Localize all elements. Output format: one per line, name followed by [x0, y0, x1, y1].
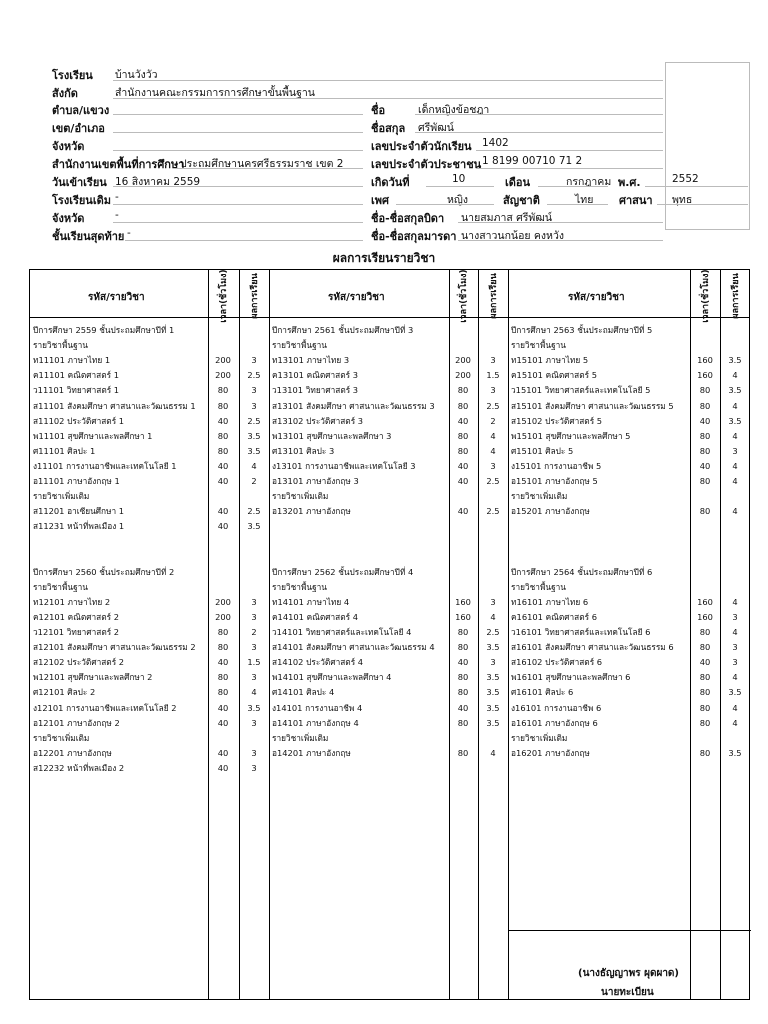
grade-cell: 3.5: [486, 687, 500, 698]
surname-value: ศรีพัฒน์: [418, 122, 454, 134]
grade-cell: 1.5: [247, 657, 261, 668]
time-header-1: เวลา(ชั่วโมง): [219, 269, 229, 323]
subject-cell: พ14101 สุขศึกษาและพลศึกษา 4: [272, 672, 392, 683]
grade-cell: 3: [732, 642, 738, 653]
grade-cell: 3.5: [728, 355, 742, 366]
subject-cell: ง15101 การงานอาชีพ 5: [511, 460, 602, 471]
subject-cell: รายวิชาพื้นฐาน: [511, 340, 566, 351]
grade-cell: 2.5: [247, 415, 261, 426]
hours-cell: 80: [457, 430, 469, 441]
surname-label: ชื่อสกุล: [371, 122, 406, 135]
subject-cell: รายวิชาเพิ่มเติม: [33, 491, 90, 502]
subdistrict-label: ตำบล/แขวง: [52, 104, 110, 117]
subject-cell: ว13101 วิทยาศาสตร์ 3: [272, 385, 359, 396]
grade-cell: 1.5: [486, 370, 500, 381]
subject-cell: อ12101 ภาษาอังกฤษ 2: [33, 717, 120, 728]
hours-cell: 80: [217, 445, 229, 456]
hours-cell: 80: [699, 672, 711, 683]
grade-header-3: ผลการเรียน: [731, 273, 741, 319]
subject-cell: อ12201 ภาษาอังกฤษ: [33, 747, 112, 758]
province-label: จังหวัด: [52, 140, 85, 153]
grade-cell: 3.5: [728, 687, 742, 698]
hours-cell: 40: [217, 657, 229, 668]
subject-cell: รายวิชาพื้นฐาน: [511, 581, 566, 592]
subject-cell: รายวิชาเพิ่มเติม: [511, 491, 568, 502]
hours-cell: 80: [699, 702, 711, 713]
subject-cell: ปีการศึกษา 2560 ชั้นประถมศึกษาปีที่ 2: [33, 566, 175, 577]
hours-cell: 40: [217, 476, 229, 486]
subject-cell: อ14101 ภาษาอังกฤษ 4: [272, 717, 359, 728]
grade-cell: 4: [490, 747, 496, 758]
grade-cell: 4: [732, 702, 738, 713]
hours-cell: 80: [217, 627, 229, 637]
subject-cell: พ16101 สุขศึกษาและพลศึกษา 6: [511, 672, 631, 683]
subject-cell: ศ16101 ศิลปะ 6: [511, 687, 574, 698]
grades-table: [29, 269, 750, 1000]
hours-cell: 80: [699, 747, 711, 758]
hours-cell: 40: [457, 415, 469, 426]
grade-cell: 2: [490, 415, 496, 426]
student-id-value: 1402: [482, 137, 509, 149]
subject-cell: ส12232 หน้าที่พลเมือง 2: [33, 762, 125, 773]
hours-cell: 40: [217, 747, 229, 758]
subject-cell: ง13101 การงานอาชีพและเทคโนโลยี 3: [272, 460, 416, 471]
subject-cell: รายวิชาเพิ่มเติม: [272, 491, 329, 502]
prev-school-label: โรงเรียนเดิม: [52, 194, 111, 207]
subject-cell: ง11101 การงานอาชีพและเทคโนโลยี 1: [33, 460, 177, 471]
grade-cell: 4: [251, 687, 257, 698]
subject-cell: ปีการศึกษา 2561 ชั้นประถมศึกษาปีที่ 3: [272, 325, 414, 335]
last-grade-value: -: [127, 227, 131, 239]
hours-cell: 80: [217, 687, 229, 698]
grade-cell: 4: [732, 627, 738, 637]
grade-cell: 3.5: [247, 445, 261, 456]
subject-cell: พ15101 สุขศึกษาและพลศึกษา 5: [511, 430, 631, 441]
time-header-2: เวลา(ชั่วโมง): [459, 269, 469, 323]
grade-cell: 4: [732, 596, 738, 607]
subject-header-2: รหัส/รายวิชา: [328, 292, 385, 303]
hours-cell: 160: [697, 596, 713, 607]
subject-cell: รายวิชาเพิ่มเติม: [272, 732, 329, 743]
grade-cell: 3: [251, 611, 257, 622]
subject-header-3: รหัส/รายวิชา: [568, 292, 625, 303]
subject-cell: อ16101 ภาษาอังกฤษ 6: [511, 717, 598, 728]
hours-cell: 80: [699, 430, 711, 441]
hours-cell: 40: [217, 521, 229, 532]
school-label: โรงเรียน: [52, 69, 93, 82]
hours-cell: 80: [217, 400, 229, 411]
birth-day-label: เกิดวันที่: [371, 176, 410, 189]
hours-cell: 200: [455, 370, 471, 381]
grade-cell: 3: [251, 400, 257, 411]
grade-cell: 3.5: [247, 702, 261, 713]
prev-province-value: -: [115, 209, 119, 221]
father-label: ชื่อ-ชื่อสกุลบิดา: [371, 212, 445, 225]
hours-cell: 200: [215, 370, 231, 381]
subject-cell: ส11231 หน้าที่พลเมือง 1: [33, 521, 125, 532]
signature-name: (นางธัญญาพร ผุดผาด): [578, 968, 680, 979]
prev-province-label: จังหวัด: [52, 212, 85, 225]
hours-cell: 40: [457, 702, 469, 713]
hours-cell: 200: [215, 611, 231, 622]
subject-cell: ส12101 สังคมศึกษา ศาสนาและวัฒนธรรม 2: [33, 642, 196, 653]
hours-cell: 80: [217, 385, 229, 396]
nationality-label: สัญชาติ: [503, 194, 540, 207]
hours-cell: 80: [457, 747, 469, 758]
subject-cell: พ12101 สุขศึกษาและพลศึกษา 2: [33, 672, 153, 683]
hours-cell: 80: [217, 672, 229, 683]
month-value: กรกฎาคม: [566, 176, 612, 188]
subject-cell: อ11101 ภาษาอังกฤษ 1: [33, 476, 120, 486]
subject-cell: ส16101 สังคมศึกษา ศาสนาและวัฒนธรรม 6: [511, 642, 674, 653]
religion-label: ศาสนา: [619, 194, 653, 207]
hours-cell: 40: [217, 762, 229, 773]
grade-cell: 4: [732, 430, 738, 441]
subject-cell: ส11201 อาเซียนศึกษา 1: [33, 506, 125, 517]
hours-cell: 80: [457, 717, 469, 728]
subject-cell: ส14102 ประวัติศาสตร์ 4: [272, 657, 364, 668]
subject-cell: ท13101 ภาษาไทย 3: [272, 355, 350, 366]
subject-cell: ว14101 วิทยาศาสตร์และเทคโนโลยี 4: [272, 627, 412, 637]
enter-value: 16 สิงหาคม 2559: [115, 176, 201, 188]
last-grade-label: ชั้นเรียนสุดท้าย: [52, 230, 125, 243]
grade-cell: 2.5: [247, 506, 261, 517]
subject-cell: ว12101 วิทยาศาสตร์ 2: [33, 627, 120, 637]
grade-cell: 3: [251, 747, 257, 758]
hours-cell: 80: [217, 430, 229, 441]
hours-cell: 160: [697, 611, 713, 622]
hours-cell: 80: [457, 672, 469, 683]
subject-cell: ส13102 ประวัติศาสตร์ 3: [272, 415, 364, 426]
hours-cell: 200: [455, 355, 471, 366]
prev-school-value: -: [115, 191, 119, 203]
hours-cell: 80: [699, 400, 711, 411]
hours-cell: 160: [697, 355, 713, 366]
subject-cell: ส14101 สังคมศึกษา ศาสนาและวัฒนธรรม 4: [272, 642, 435, 653]
affil-value: สำนักงานคณะกรรมการการศึกษาขั้นพื้นฐาน: [115, 87, 315, 99]
grade-cell: 3: [251, 642, 257, 653]
hours-cell: 80: [699, 445, 711, 456]
subject-cell: ว11101 วิทยาศาสตร์ 1: [33, 385, 120, 396]
subject-cell: ง14101 การงานอาชีพ 4: [272, 702, 363, 713]
grade-cell: 3: [251, 355, 257, 366]
grade-cell: 3: [490, 657, 496, 668]
subject-cell: อ15201 ภาษาอังกฤษ: [511, 506, 590, 517]
subject-cell: พ13101 สุขศึกษาและพลศึกษา 3: [272, 430, 392, 441]
office-value: ประถมศึกษานครศรีธรรมราช เขต 2: [180, 158, 344, 170]
mother-value: นางสาวนกน้อย คงหวัง: [461, 230, 565, 242]
subject-cell: อ15101 ภาษาอังกฤษ 5: [511, 476, 598, 486]
grade-header-1: ผลการเรียน: [250, 273, 260, 319]
subject-cell: ค11101 คณิตศาสตร์ 1: [33, 370, 119, 381]
signature-position: นายทะเบียน: [601, 987, 654, 998]
grade-cell: 4: [732, 460, 738, 471]
hours-cell: 80: [699, 627, 711, 637]
subject-cell: ง16101 การงานอาชีพ 6: [511, 702, 602, 713]
subject-cell: รายวิชาพื้นฐาน: [272, 581, 327, 592]
subject-cell: รายวิชาพื้นฐาน: [272, 340, 327, 351]
hours-cell: 80: [457, 385, 469, 396]
hours-cell: 40: [217, 415, 229, 426]
subject-cell: ศ12101 ศิลปะ 2: [33, 687, 96, 698]
subject-cell: ส13101 สังคมศึกษา ศาสนาและวัฒนธรรม 3: [272, 400, 435, 411]
subject-cell: ศ15101 ศิลปะ 5: [511, 445, 574, 456]
subject-cell: ค15101 คณิตศาสตร์ 5: [511, 370, 597, 381]
grade-cell: 3: [732, 445, 738, 456]
subject-cell: ศ13101 ศิลปะ 3: [272, 445, 335, 456]
grade-cell: 3: [732, 611, 738, 622]
subject-cell: ส16102 ประวัติศาสตร์ 6: [511, 657, 603, 668]
grade-cell: 2.5: [486, 400, 500, 411]
grade-cell: 2: [251, 476, 257, 486]
hours-cell: 40: [217, 702, 229, 713]
hours-cell: 40: [217, 506, 229, 517]
grade-cell: 3: [251, 672, 257, 683]
hours-cell: 80: [699, 687, 711, 698]
student-id-label: เลขประจำตัวนักเรียน: [371, 140, 472, 153]
grade-cell: 3: [251, 596, 257, 607]
grade-cell: 2.5: [247, 370, 261, 381]
grade-cell: 2.5: [486, 476, 500, 486]
subject-cell: รายวิชาเพิ่มเติม: [511, 732, 568, 743]
subject-cell: อ13201 ภาษาอังกฤษ: [272, 506, 351, 517]
subject-cell: รายวิชาเพิ่มเติม: [33, 732, 90, 743]
subject-cell: ท12101 ภาษาไทย 2: [33, 596, 111, 607]
subject-cell: ค13101 คณิตศาสตร์ 3: [272, 370, 358, 381]
subject-cell: ว15101 วิทยาศาสตร์และเทคโนโลยี 5: [511, 385, 651, 396]
hours-cell: 40: [457, 476, 469, 486]
subject-cell: ส12102 ประวัติศาสตร์ 2: [33, 657, 125, 668]
hours-cell: 40: [217, 460, 229, 471]
citizen-id-value: 1 8199 00710 71 2: [482, 155, 583, 167]
grade-cell: 3.5: [247, 521, 261, 532]
month-label: เดือน: [505, 176, 531, 189]
subject-header-1: รหัส/รายวิชา: [88, 292, 145, 303]
grade-cell: 3: [732, 657, 738, 668]
subject-cell: ง12101 การงานอาชีพและเทคโนโลยี 2: [33, 702, 177, 713]
grade-cell: 2.5: [486, 627, 500, 637]
grade-cell: 3.5: [247, 430, 261, 441]
grade-cell: 4: [732, 476, 738, 486]
photo-box: [665, 62, 750, 230]
hours-cell: 80: [217, 642, 229, 653]
hours-cell: 160: [455, 596, 471, 607]
grade-cell: 3: [251, 762, 257, 773]
hours-cell: 40: [457, 657, 469, 668]
grade-cell: 3: [490, 460, 496, 471]
subject-cell: ศ11101 ศิลปะ 1: [33, 445, 96, 456]
subject-cell: ปีการศึกษา 2562 ชั้นประถมศึกษาปีที่ 4: [272, 566, 414, 577]
grade-cell: 4: [732, 672, 738, 683]
subject-cell: ท15101 ภาษาไทย 5: [511, 355, 589, 366]
subject-cell: รายวิชาพื้นฐาน: [33, 581, 88, 592]
sex-value: หญิง: [447, 194, 468, 206]
subject-cell: ค12101 คณิตศาสตร์ 2: [33, 611, 119, 622]
subject-cell: ส15101 สังคมศึกษา ศาสนาและวัฒนธรรม 5: [511, 400, 674, 411]
subject-cell: ส11101 สังคมศึกษา ศาสนาและวัฒนธรรม 1: [33, 400, 196, 411]
subject-cell: ท11101 ภาษาไทย 1: [33, 355, 111, 366]
name-value: เด็กหญิงข้อชฎา: [418, 104, 490, 116]
grade-cell: 3: [490, 596, 496, 607]
grade-cell: 3.5: [728, 415, 742, 426]
subject-cell: ท16101 ภาษาไทย 6: [511, 596, 589, 607]
subject-cell: ค16101 คณิตศาสตร์ 6: [511, 611, 597, 622]
time-header-3: เวลา(ชั่วโมง): [701, 269, 711, 323]
grade-cell: 3.5: [728, 385, 742, 396]
hours-cell: 40: [457, 460, 469, 471]
year-label: พ.ศ.: [618, 176, 641, 189]
name-label: ชื่อ: [371, 104, 386, 117]
hours-cell: 80: [457, 445, 469, 456]
grade-cell: 4: [732, 506, 738, 517]
grade-cell: 3: [490, 385, 496, 396]
subject-cell: ปีการศึกษา 2563 ชั้นประถมศึกษาปีที่ 5: [511, 325, 653, 335]
hours-cell: 80: [457, 627, 469, 637]
grade-cell: 3: [490, 355, 496, 366]
hours-cell: 40: [699, 657, 711, 668]
subject-cell: อ16201 ภาษาอังกฤษ: [511, 747, 590, 758]
grade-header-2: ผลการเรียน: [489, 273, 499, 319]
grade-cell: 3: [251, 717, 257, 728]
grade-cell: 4: [490, 445, 496, 456]
grade-cell: 4: [732, 717, 738, 728]
subject-cell: ค14101 คณิตศาสตร์ 4: [272, 611, 358, 622]
subject-cell: อ13101 ภาษาอังกฤษ 3: [272, 476, 359, 486]
hours-cell: 80: [699, 642, 711, 653]
subject-cell: ศ14101 ศิลปะ 4: [272, 687, 335, 698]
citizen-id-label: เลขประจำตัวประชาชน: [371, 158, 482, 171]
father-value: นายสมภาส ศรีพัฒน์: [461, 212, 553, 224]
grade-cell: 4: [732, 400, 738, 411]
grade-cell: 2.5: [486, 506, 500, 517]
mother-label: ชื่อ-ชื่อสกุลมารดา: [371, 230, 457, 243]
birth-day-value: 10: [452, 173, 466, 185]
grade-cell: 3.5: [486, 702, 500, 713]
subject-cell: พ11101 สุขศึกษาและพลศึกษา 1: [33, 430, 153, 441]
grade-cell: 3.5: [486, 672, 500, 683]
grade-cell: 4: [490, 430, 496, 441]
hours-cell: 80: [699, 717, 711, 728]
grade-cell: 2: [251, 627, 257, 637]
affil-label: สังกัด: [52, 87, 78, 100]
enter-label: วันเข้าเรียน: [52, 176, 107, 189]
grade-cell: 4: [490, 611, 496, 622]
hours-cell: 80: [457, 687, 469, 698]
hours-cell: 80: [699, 476, 711, 486]
grade-cell: 4: [251, 460, 257, 471]
hours-cell: 40: [217, 717, 229, 728]
hours-cell: 40: [699, 460, 711, 471]
hours-cell: 80: [457, 400, 469, 411]
nationality-value: ไทย: [575, 194, 594, 206]
year-value: 2552: [672, 173, 699, 185]
grade-cell: 3.5: [728, 747, 742, 758]
school-value: บ้านวังวัว: [115, 69, 158, 81]
hours-cell: 200: [215, 596, 231, 607]
grade-cell: 3.5: [486, 717, 500, 728]
hours-cell: 40: [457, 506, 469, 517]
grade-cell: 3.5: [486, 642, 500, 653]
hours-cell: 80: [699, 385, 711, 396]
hours-cell: 80: [457, 642, 469, 653]
hours-cell: 80: [699, 506, 711, 517]
district-label: เขต/อำเภอ: [52, 122, 105, 135]
sex-label: เพศ: [371, 194, 389, 207]
grade-cell: 3: [251, 385, 257, 396]
subject-cell: ส11102 ประวัติศาสตร์ 1: [33, 415, 125, 426]
hours-cell: 200: [215, 355, 231, 366]
hours-cell: 40: [699, 415, 711, 426]
grade-cell: 4: [732, 370, 738, 381]
hours-cell: 160: [697, 370, 713, 381]
subject-cell: ส15102 ประวัติศาสตร์ 5: [511, 415, 603, 426]
subject-cell: ท14101 ภาษาไทย 4: [272, 596, 350, 607]
office-label: สำนักงานเขตพื้นที่การศึกษา: [52, 158, 185, 171]
subject-cell: อ14201 ภาษาอังกฤษ: [272, 747, 351, 758]
table-title: ผลการเรียนรายวิชา: [332, 251, 436, 265]
hours-cell: 160: [455, 611, 471, 622]
subject-cell: รายวิชาพื้นฐาน: [33, 340, 88, 351]
religion-value: พุทธ: [672, 194, 693, 206]
subject-cell: ปีการศึกษา 2564 ชั้นประถมศึกษาปีที่ 6: [511, 566, 653, 577]
subject-cell: ว16101 วิทยาศาสตร์และเทคโนโลยี 6: [511, 627, 651, 637]
subject-cell: ปีการศึกษา 2559 ชั้นประถมศึกษาปีที่ 1: [33, 325, 175, 335]
